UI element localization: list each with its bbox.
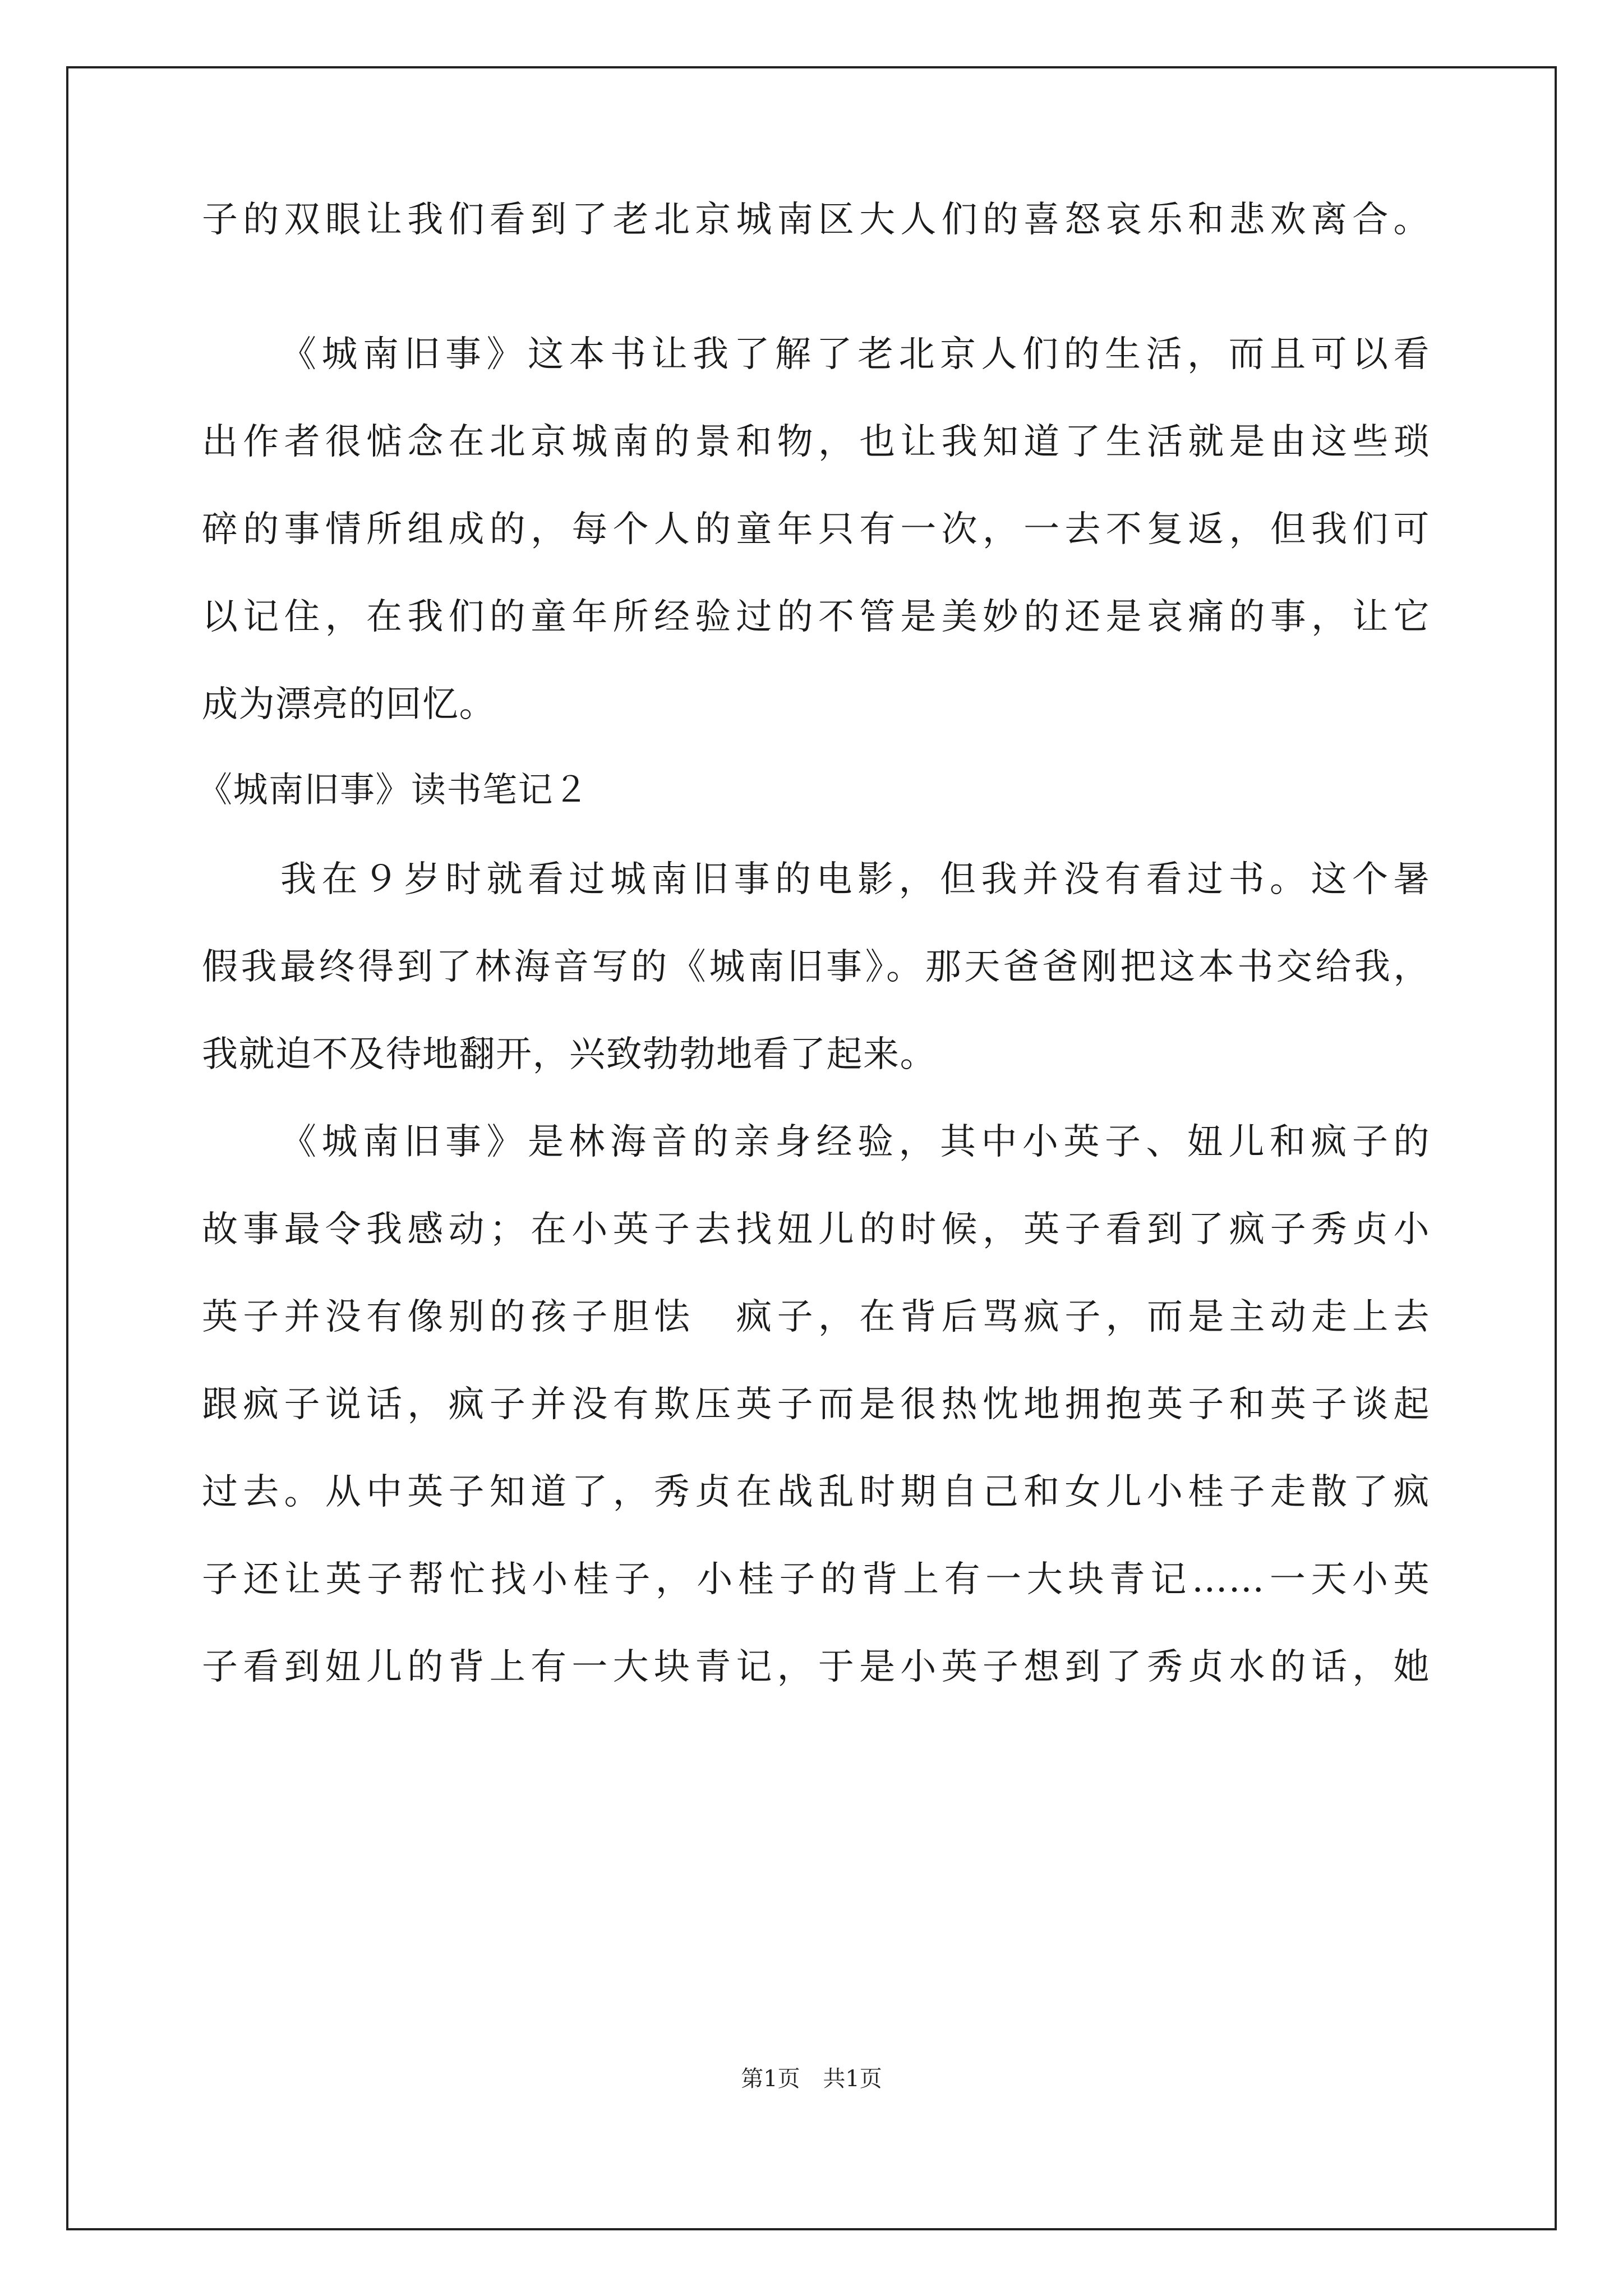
text-line: 故事最令我感动；在小英子去找妞儿的时候，英子看到了疯子秀贞小 (202, 1209, 1430, 1250)
text-line: 子还让英子帮忙找小桂子，小桂子的背上有一大块青记……一天小英 (202, 1559, 1430, 1600)
page-total: 共1页 (823, 2066, 882, 2092)
section-heading: 《城南旧事》读书笔记２ (197, 769, 589, 810)
text-line: 《城南旧事》这本书让我了解了老北京人们的生活，而且可以看 (280, 334, 1430, 375)
text-line: 跟疯子说话，疯子并没有欺压英子而是很热忱地拥抱英子和英子谈起 (202, 1384, 1430, 1425)
page-number: 第1页 (741, 2066, 800, 2092)
text-line: 《城南旧事》是林海音的亲身经验，其中小英子、妞儿和疯子的 (280, 1121, 1430, 1163)
text-line: 我在９岁时就看过城南旧事的电影，但我并没有看过书。这个暑 (280, 859, 1430, 900)
text-line: 英子并没有像别的孩子胆怯 疯子，在背后骂疯子，而是主动走上去 (202, 1296, 1430, 1338)
text-line: 子看到妞儿的背上有一大块青记，于是小英子想到了秀贞水的话，她 (202, 1646, 1430, 1688)
text-line: 碎的事情所组成的，每个人的童年只有一次，一去不复返，但我们可 (202, 509, 1430, 550)
text-line: 我就迫不及待地翻开，兴致勃勃地看了起来。 (202, 1034, 937, 1075)
page-footer (0, 2065, 1623, 2092)
text-line: 过去。从中英子知道了，秀贞在战乱时期自己和女儿小桂子走散了疯 (202, 1471, 1430, 1513)
text-line: 子的双眼让我们看到了老北京城南区大人们的喜怒哀乐和悲欢离合。 (202, 199, 1430, 241)
text-line: 假我最终得到了林海音写的《城南旧事》。那天爸爸刚把这本书交给我， (202, 946, 1430, 988)
text-line: 出作者很惦念在北京城南的景和物，也让我知道了生活就是由这些琐 (202, 421, 1430, 463)
text-line: 成为漂亮的回忆。 (202, 684, 496, 725)
text-line: 以记住，在我们的童年所经验过的不管是美妙的还是哀痛的事，让它 (202, 596, 1430, 638)
